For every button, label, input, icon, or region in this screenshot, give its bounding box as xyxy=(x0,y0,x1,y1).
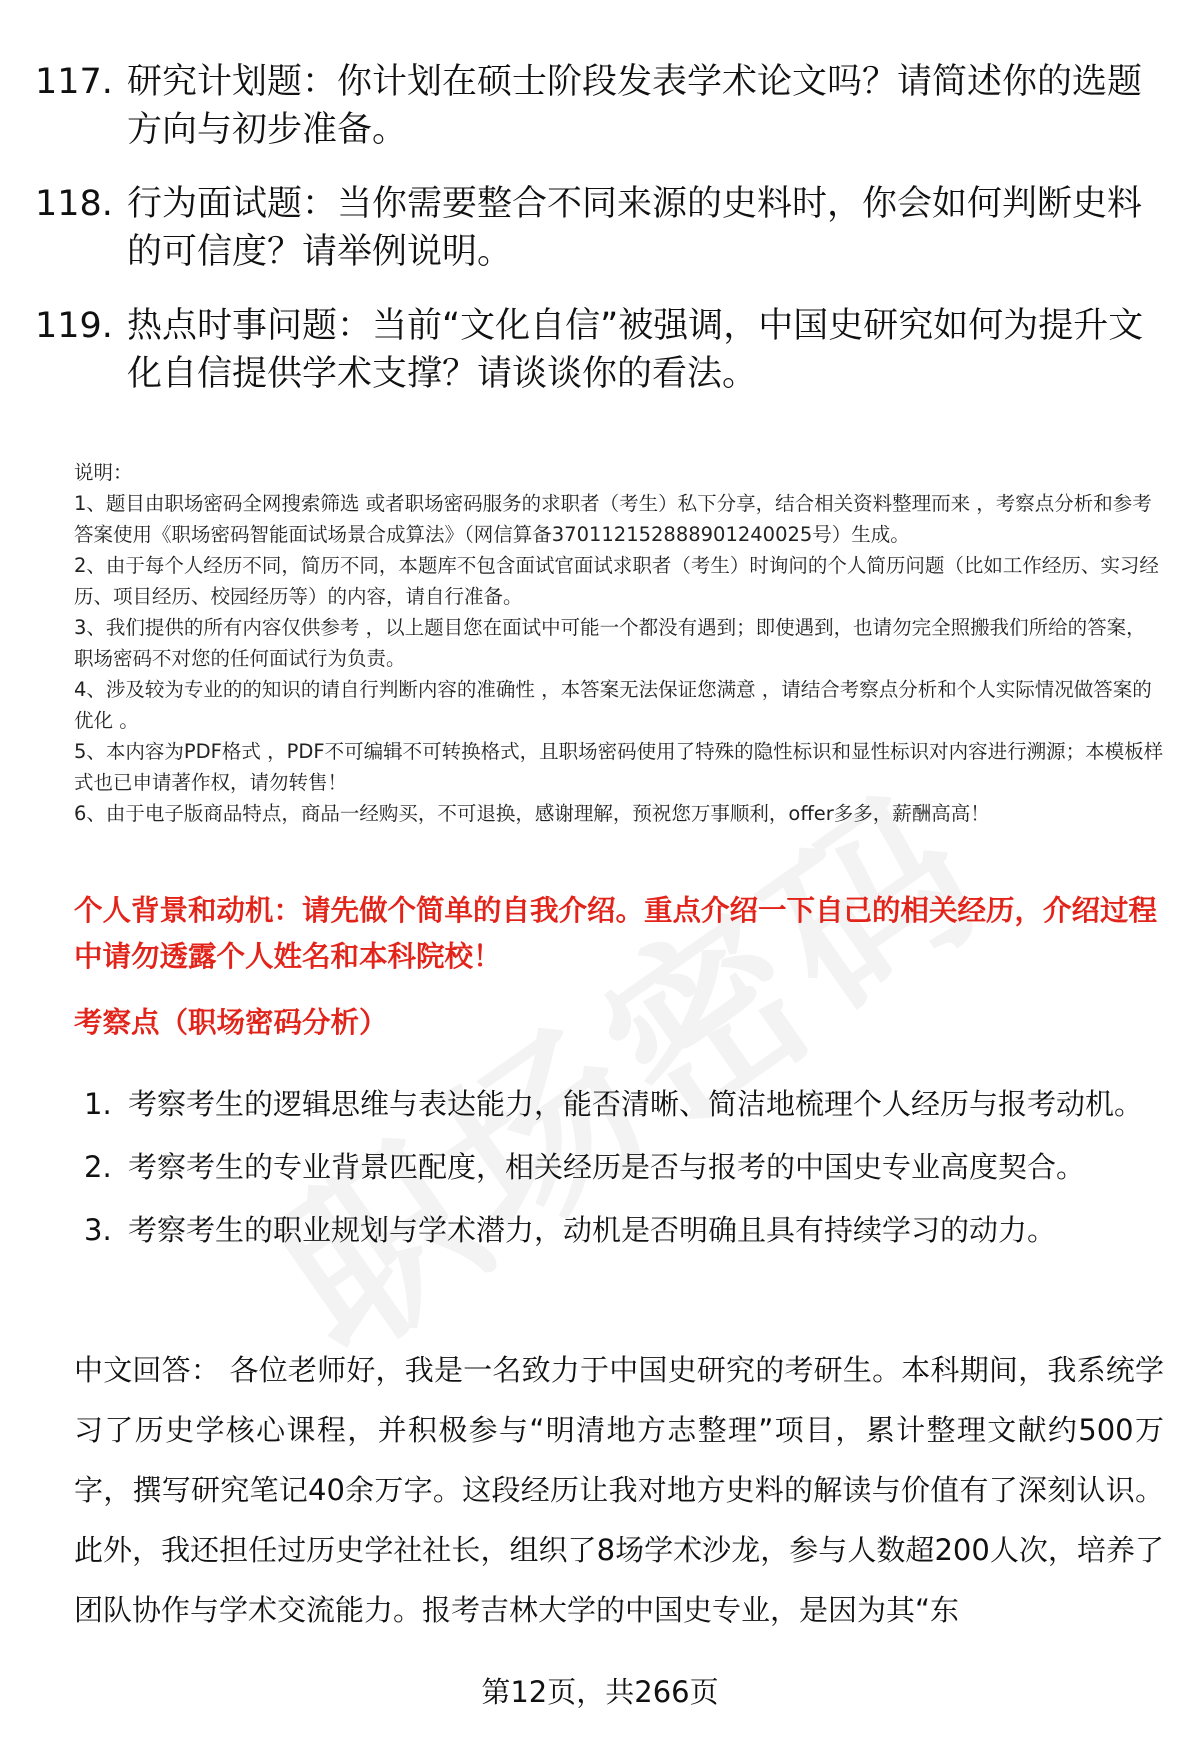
note-item: 2、由于每个人经历不同，简历不同，本题库不包含面试官面试求职者（考生）时询问的个人简历问题（比如工作经历、实习经历、项目经历、校园经历等）的内容，请自行准备。 xyxy=(74,554,1159,608)
analysis-title: 考察点（职场密码分析） xyxy=(74,1006,388,1039)
note-item: 5、本内容为PDF格式 ，PDF不可编辑不可转换格式，且职场密码使用了特殊的隐性标识和显性标识对内容进行溯源；本模板样式也已申请著作权，请勿转售！ xyxy=(74,740,1164,794)
analysis-item xyxy=(84,1075,1164,1133)
question-number: 119. xyxy=(35,306,113,346)
notes-title: 说明： xyxy=(74,461,133,484)
question-number: 118. xyxy=(35,184,113,224)
question-item xyxy=(35,58,1170,154)
question-item xyxy=(35,302,1170,398)
analysis-number: 3. xyxy=(84,1213,112,1247)
note-item: 6、由于电子版商品特点，商品一经购买，不可退换，感谢理解，预祝您万事顺利，offer多多，薪酬高高！ xyxy=(74,802,990,825)
analysis-item xyxy=(84,1201,1164,1259)
question-text: 行为面试题：当你需要整合不同来源的史料时，你会如何判断史料的可信度？请举例说明。 xyxy=(127,184,1143,272)
notes-section xyxy=(74,457,1164,829)
analysis-number: 1. xyxy=(84,1087,112,1121)
note-item: 3、我们提供的所有内容仅供参考 ，以上题目您在面试中可能一个都没有遇到；即使遇到，也请勿完全照搬我们所给的答案，职场密码不对您的任何面试行为负责。 xyxy=(74,616,1146,670)
page-footer: 第12页，共266页 xyxy=(481,1675,719,1709)
answer-text: 中文回答： 各位老师好，我是一名致力于中国史研究的考研生。本科期间，我系统学习了历史学核心课程，并积极参与“明清地方志整理”项目，累计整理文献约500万字，撰写研究笔记40余万字。这段经历让我对地方史料的解读与价值有了深刻认识。此外，我还担任过历史学社社长，组织了8场学术沙龙，参与人数超200人次，培养了团队协作与学术交流能力。报考吉林大学的中国史专业，是因为其“东 xyxy=(74,1353,1164,1627)
question-list xyxy=(35,58,1170,424)
analysis-text: 考察考生的逻辑思维与表达能力，能否清晰、简洁地梳理个人经历与报考动机。 xyxy=(128,1087,1144,1121)
question-item xyxy=(35,180,1170,276)
question-number: 117. xyxy=(35,62,113,102)
question-heading: 个人背景和动机：请先做个简单的自我介绍。重点介绍一下自己的相关经历，介绍过程中请勿透露个人姓名和本科院校！ xyxy=(74,894,1158,973)
note-item: 1、题目由职场密码全网搜索筛选 或者职场密码服务的求职者（考生）私下分享，结合相关资料整理而来 ，考察点分析和参考答案使用《职场密码智能面试场景合成算法》（网信算备370112152888901240025号）生成。 xyxy=(74,492,1152,546)
analysis-number: 2. xyxy=(84,1150,112,1184)
question-text: 热点时事问题：当前“文化自信”被强调，中国史研究如何为提升文化自信提供学术支撑？请谈谈你的看法。 xyxy=(127,306,1144,394)
analysis-list xyxy=(84,1075,1164,1264)
note-item: 4、涉及较为专业的的知识的请自行判断内容的准确性 ，本答案无法保证您满意 ，请结合考察点分析和个人实际情况做答案的优化 。 xyxy=(74,678,1152,732)
question-text: 研究计划题：你计划在硕士阶段发表学术论文吗？请简述你的选题方向与初步准备。 xyxy=(127,62,1143,150)
analysis-text: 考察考生的专业背景匹配度，相关经历是否与报考的中国史专业高度契合。 xyxy=(128,1150,1086,1184)
analysis-item xyxy=(84,1138,1164,1196)
analysis-text: 考察考生的职业规划与学术潜力，动机是否明确且具有持续学习的动力。 xyxy=(128,1213,1057,1247)
